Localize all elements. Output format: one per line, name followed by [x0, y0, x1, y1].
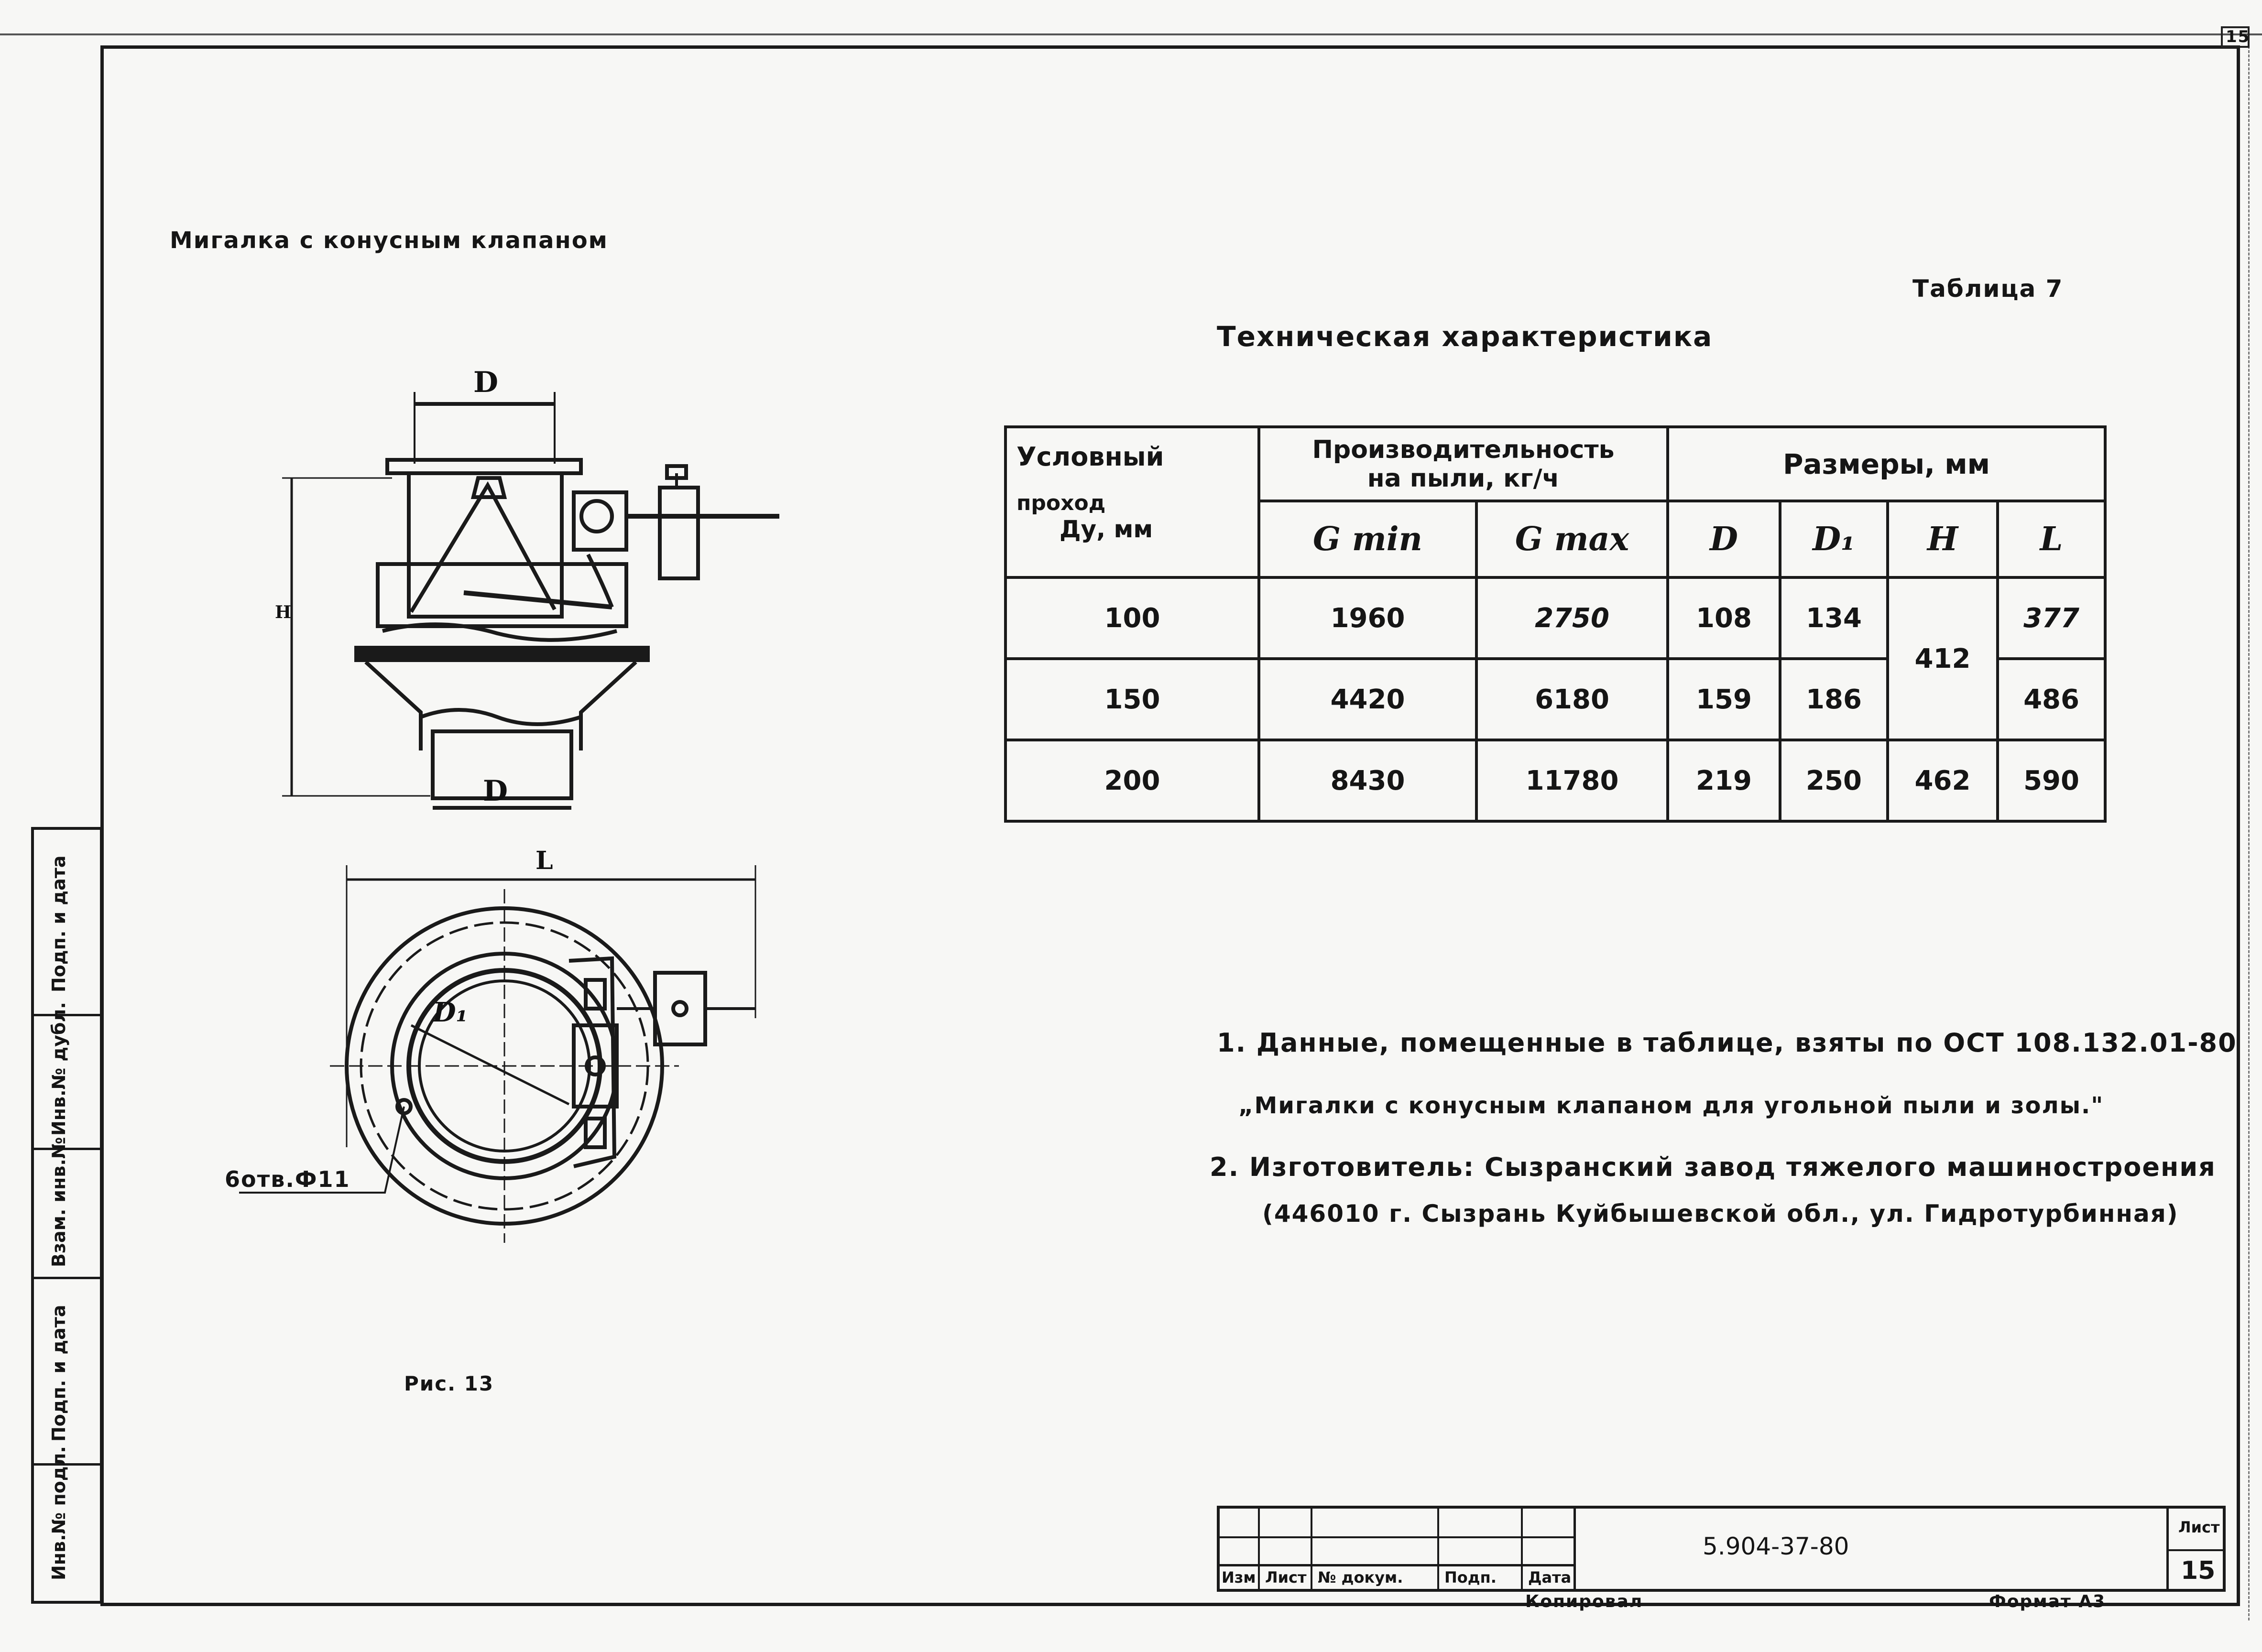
stamp-label: Взам. инв.№	[48, 1137, 69, 1267]
right-edge-line	[2248, 29, 2252, 1620]
corner-sheet-number-box	[2221, 26, 2250, 48]
plan-counterweight	[655, 973, 705, 1044]
note-2: 2. Изготовитель: Сызранский завод тяжелого машиностроения	[1210, 1152, 2216, 1182]
stamp-label: Инв.№ дубл.	[48, 1002, 69, 1136]
col-header-d1: D₁	[1780, 501, 1888, 577]
tech-spec-table	[1004, 425, 2107, 823]
cell-l: 486	[1998, 659, 2105, 740]
stamp-cell	[34, 1446, 100, 1601]
table-title: Техническая характеристика	[1217, 320, 1713, 353]
tb-col-doc: № докум.	[1318, 1568, 1403, 1587]
cell-gmax: 2750	[1476, 577, 1668, 659]
cell-gmax: 6180	[1476, 659, 1668, 740]
cell-l: 377	[1998, 577, 2105, 659]
col-header-nominal-line1: Условный	[1016, 442, 1164, 472]
stamp-cell	[34, 830, 100, 1016]
figure-caption: Рис. 13	[404, 1372, 494, 1395]
margin-stamp	[31, 827, 103, 1604]
cell-h: 462	[1888, 740, 1998, 821]
col-header-h: H	[1888, 501, 1998, 577]
corner-sheet-number: 15	[2226, 27, 2251, 46]
copied-label: Копировал	[1525, 1592, 1643, 1611]
hopper-left	[366, 662, 421, 750]
col-header-gmax: G max	[1476, 501, 1668, 577]
dim-label-h: H	[275, 602, 292, 622]
figure-title: Мигалка с конусным клапаном	[170, 227, 608, 254]
lever-arm	[464, 593, 612, 607]
cell-d: 219	[1668, 740, 1780, 821]
format-label: Формат А3	[1989, 1592, 2106, 1611]
bearing-circle	[581, 501, 612, 532]
note-1: 1. Данные, помещенные в таблице, взяты по ОСТ 108.132.01-80	[1217, 1028, 2237, 1058]
stamp-label: Подп. и дата	[48, 1304, 69, 1442]
col-header-performance	[1259, 427, 1668, 501]
stamp-label: Подп. и дата	[48, 855, 69, 992]
cell-h-shared: 412	[1888, 577, 1998, 740]
cell-dy: 100	[1005, 577, 1259, 659]
cell-dy: 150	[1005, 659, 1259, 740]
cell-gmin: 8430	[1259, 740, 1476, 821]
top-flange	[387, 460, 581, 473]
tb-col-izm: Изм	[1222, 1568, 1256, 1587]
cell-l: 590	[1998, 740, 2105, 821]
cell-d: 108	[1668, 577, 1780, 659]
note-2-address: (446010 г. Сызрань Куйбышевской обл., ул. Гидротурбинная)	[1262, 1200, 2179, 1228]
doc-number: 5.904-37-80	[1703, 1532, 1849, 1560]
break-line-lower	[421, 710, 581, 724]
sheet-label: Лист	[2178, 1518, 2220, 1536]
col-header-nominal-bore	[1005, 427, 1259, 577]
holes-label: 6отв.Ф11	[225, 1166, 350, 1192]
dim-label-l: L	[535, 846, 553, 875]
hopper-right	[581, 662, 636, 750]
cell-d1: 134	[1780, 577, 1888, 659]
col-header-l: L	[1998, 501, 2105, 577]
col-header-d: D	[1668, 501, 1780, 577]
stamp-cell	[34, 1279, 100, 1466]
stamp-cell	[34, 1137, 100, 1279]
main-flange	[356, 648, 648, 660]
cell-gmin: 4420	[1259, 659, 1476, 740]
cell-d: 159	[1668, 659, 1780, 740]
cell-gmax: 11780	[1476, 740, 1668, 821]
cell-d1: 250	[1780, 740, 1888, 821]
dim-label-d-top: D	[473, 366, 499, 399]
perf-header-line1: Производительность	[1312, 435, 1615, 464]
tb-col-list: Лист	[1265, 1568, 1307, 1587]
dim-label-d-bottom: D	[483, 774, 508, 808]
tb-col-date: Дата	[1528, 1568, 1572, 1587]
col-header-gmin: G min	[1259, 501, 1476, 577]
cell-dy: 200	[1005, 740, 1259, 821]
note-1-continued: „Мигалки с конусным клапаном для угольной пыли и золы."	[1238, 1092, 2104, 1119]
cell-d1: 186	[1780, 659, 1888, 740]
perf-header-line2: на пыли, кг/ч	[1367, 464, 1560, 493]
dim-label-d1: D₁	[433, 997, 468, 1028]
dim-line-d1	[411, 1025, 569, 1104]
counterweight	[660, 488, 698, 578]
title-block	[1217, 1506, 2226, 1592]
stamp-label: Инв.№ подл.	[48, 1446, 69, 1580]
valve-drawing	[239, 335, 813, 1434]
table-row	[1005, 577, 2105, 659]
col-header-nominal-line3: Ду, мм	[1060, 515, 1153, 543]
tb-col-sign: Подп.	[1444, 1568, 1497, 1587]
cell-gmin: 1960	[1259, 577, 1476, 659]
col-header-nominal-line2: проход	[1016, 491, 1106, 515]
top-edge-line	[0, 33, 2262, 35]
sheet-number: 15	[2181, 1556, 2216, 1585]
col-header-sizes: Размеры, мм	[1668, 427, 2105, 501]
table-row	[1005, 740, 2105, 821]
valve-side-view	[282, 392, 779, 808]
stamp-cell	[34, 1002, 100, 1150]
table-label: Таблица 7	[1912, 275, 2064, 303]
